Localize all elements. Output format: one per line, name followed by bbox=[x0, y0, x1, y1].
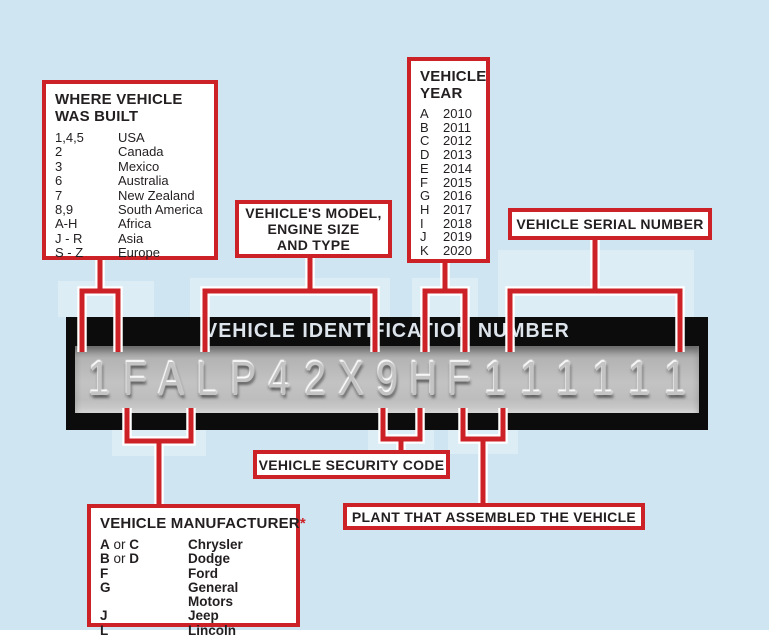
connector-where-built bbox=[82, 259, 118, 352]
code: A-H bbox=[55, 216, 78, 232]
vin-character: A bbox=[158, 352, 184, 406]
year: 2016 bbox=[443, 188, 472, 204]
year: 2014 bbox=[443, 160, 472, 176]
connector-security bbox=[383, 408, 420, 452]
list-item bbox=[420, 121, 477, 135]
callout-vehicle-manufacturer bbox=[87, 504, 306, 638]
vin-character: 1 bbox=[628, 352, 650, 406]
callout-where-vehicle-was-built bbox=[42, 80, 218, 260]
where-built-list bbox=[55, 131, 205, 261]
list-item bbox=[100, 538, 287, 552]
vin-character: 1 bbox=[592, 352, 614, 406]
list-item bbox=[55, 174, 205, 188]
code: A bbox=[420, 106, 429, 121]
code: J - R bbox=[55, 230, 83, 246]
callout-vehicle-year bbox=[407, 57, 490, 263]
connector-model bbox=[205, 257, 375, 352]
code: D bbox=[420, 147, 430, 163]
connector-serial bbox=[510, 238, 680, 352]
callout-title: VEHICLE YEAR bbox=[420, 68, 487, 102]
region: Europe bbox=[118, 245, 160, 261]
vin-character: F bbox=[447, 352, 471, 406]
list-item bbox=[420, 217, 477, 231]
year-list bbox=[420, 107, 477, 258]
code: A or C bbox=[100, 537, 140, 552]
list-item bbox=[55, 246, 205, 260]
callout-title: PLANT THAT ASSEMBLED THE VEHICLE bbox=[351, 508, 637, 525]
vin-character: 1 bbox=[664, 352, 686, 406]
list-item bbox=[420, 244, 477, 258]
vin-character: L bbox=[196, 352, 218, 406]
vin-character: 1 bbox=[556, 352, 578, 406]
year: 2012 bbox=[443, 133, 472, 149]
code: F bbox=[420, 174, 428, 190]
list-item bbox=[55, 160, 205, 174]
code: 8,9 bbox=[55, 202, 74, 218]
connector-plant bbox=[463, 408, 503, 505]
list-item bbox=[55, 145, 205, 159]
manufacturer-name: Jeep bbox=[188, 608, 219, 624]
year: 2010 bbox=[443, 106, 472, 121]
code: B bbox=[420, 119, 429, 135]
vin-character: 9 bbox=[376, 352, 398, 406]
list-item bbox=[100, 567, 287, 581]
vin-character: 1 bbox=[520, 352, 542, 406]
callout-plant-assembled bbox=[343, 503, 645, 530]
code: 6 bbox=[55, 173, 63, 189]
code: 1,4,5 bbox=[55, 130, 84, 145]
list-item bbox=[100, 624, 287, 638]
list-item bbox=[420, 107, 477, 121]
list-item bbox=[420, 134, 477, 148]
list-item bbox=[55, 203, 205, 217]
year: 2017 bbox=[443, 201, 472, 217]
region: Australia bbox=[118, 173, 169, 189]
list-item bbox=[55, 217, 205, 231]
region: USA bbox=[118, 130, 145, 145]
code: H bbox=[420, 201, 430, 217]
code: B or D bbox=[100, 551, 140, 567]
callout-vehicle-model-engine bbox=[235, 200, 392, 258]
vin-character: 1 bbox=[88, 352, 110, 406]
year: 2013 bbox=[443, 147, 472, 163]
manufacturer-list bbox=[100, 538, 287, 638]
list-item bbox=[55, 189, 205, 203]
list-item bbox=[100, 581, 287, 610]
year: 2018 bbox=[443, 215, 472, 231]
code: F bbox=[100, 565, 109, 581]
callout-title: WHERE VEHICLE WAS BUILT bbox=[55, 91, 183, 125]
year: 2019 bbox=[443, 229, 472, 245]
code: I bbox=[420, 215, 424, 231]
vin-character: F bbox=[123, 352, 147, 406]
vin-plate-title: VEHICLE IDENTIFICATION NUMBER bbox=[204, 320, 570, 342]
manufacturer-name: Dodge bbox=[188, 551, 230, 567]
code: 7 bbox=[55, 187, 63, 203]
code: L bbox=[100, 622, 109, 638]
year: 2011 bbox=[443, 119, 471, 135]
year: 2020 bbox=[443, 243, 472, 259]
list-item bbox=[420, 230, 477, 244]
code: 2 bbox=[55, 144, 63, 160]
vin-character: 4 bbox=[268, 352, 290, 406]
list-item bbox=[420, 148, 477, 162]
callout-vehicle-serial-number bbox=[508, 208, 712, 240]
list-item bbox=[420, 176, 477, 190]
code: 3 bbox=[55, 158, 63, 174]
vin-character: H bbox=[409, 352, 437, 406]
vin-character: 1 bbox=[484, 352, 506, 406]
region: South America bbox=[118, 202, 203, 218]
callout-title: VEHICLE'S MODEL, ENGINE SIZE AND TYPE bbox=[245, 205, 382, 253]
list-item bbox=[100, 552, 287, 566]
region: Africa bbox=[118, 216, 152, 232]
manufacturer-name: General Motors bbox=[188, 579, 239, 610]
code: J bbox=[100, 608, 108, 624]
code: C bbox=[420, 133, 430, 149]
vin-character: P bbox=[230, 352, 256, 406]
callout-title: VEHICLE SECURITY CODE bbox=[258, 456, 445, 473]
vin-character: X bbox=[338, 352, 364, 406]
region: New Zealand bbox=[118, 187, 195, 203]
asterisk: * bbox=[299, 515, 306, 532]
list-item bbox=[420, 189, 477, 203]
list-item bbox=[420, 203, 477, 217]
list-item bbox=[55, 232, 205, 246]
code: G bbox=[100, 579, 111, 595]
connector-manufacturer bbox=[127, 408, 191, 506]
code: J bbox=[420, 229, 427, 245]
callout-title: VEHICLE MANUFACTURER* bbox=[100, 515, 306, 532]
callout-vehicle-security-code bbox=[253, 450, 450, 479]
manufacturer-name: Lincoln bbox=[188, 622, 236, 638]
connector-year bbox=[425, 261, 465, 352]
callout-title: VEHICLE SERIAL NUMBER bbox=[516, 216, 704, 232]
code: K bbox=[420, 243, 429, 259]
manufacturer-name: Chrysler bbox=[188, 537, 243, 552]
vin-character: 2 bbox=[304, 352, 326, 406]
code: G bbox=[420, 188, 431, 204]
list-item bbox=[420, 162, 477, 176]
code: S - Z bbox=[55, 245, 84, 261]
code: E bbox=[420, 160, 429, 176]
region: Canada bbox=[118, 144, 164, 160]
list-item bbox=[55, 131, 205, 145]
manufacturer-name: Ford bbox=[188, 565, 218, 581]
list-item bbox=[100, 609, 287, 623]
year: 2015 bbox=[443, 174, 472, 190]
region: Mexico bbox=[118, 158, 160, 174]
region: Asia bbox=[118, 230, 144, 246]
